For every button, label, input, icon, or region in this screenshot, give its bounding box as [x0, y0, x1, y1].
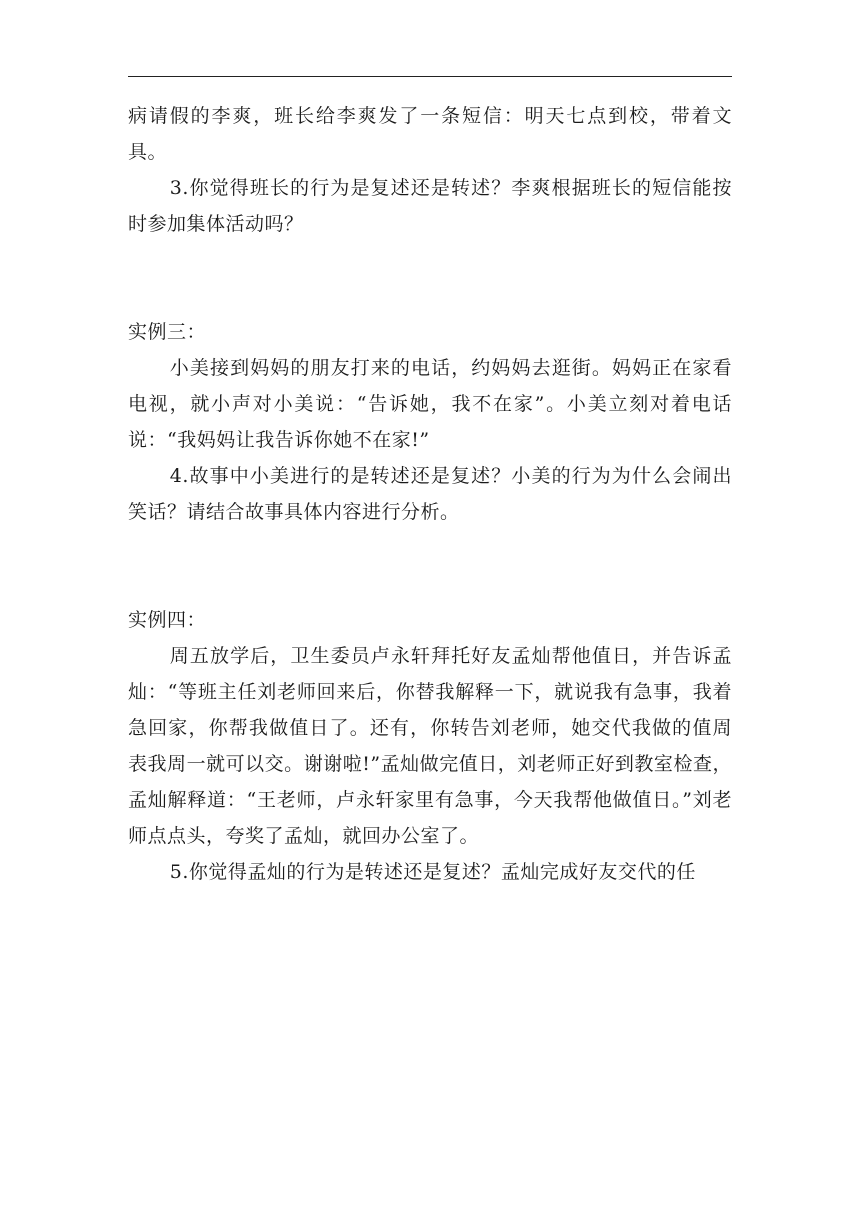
header-rule [128, 76, 732, 77]
question-4: 4.故事中小美进行的是转述还是复述？小美的行为为什么会闹出笑话？请结合故事具体内容进行分析。 [128, 465, 732, 523]
example-3-heading: 实例三： [128, 321, 207, 343]
spacer [128, 242, 732, 314]
example-4-heading: 实例四： [128, 609, 207, 631]
paragraph-continuation: 病请假的李爽，班长给李爽发了一条短信：明天七点到校，带着文具。 [128, 105, 732, 163]
document-body [128, 98, 732, 890]
example-4-story: 周五放学后，卫生委员卢永轩拜托好友孟灿帮他值日，并告诉孟灿：“等班主任刘老师回来后，你替我解释一下，就说我有急事，我着急回家，你帮我做值日了。还有，你转告刘老师，她交代我做的值周表我周一就可以交。谢谢啦!”孟灿做完值日，刘老师正好到教室检查，孟灿解释道：“王老师，卢永轩家里有急事，今天我帮他做值日。”刘老师点点头，夸奖了孟灿，就回办公室了。 [128, 645, 732, 847]
example-3-story: 小美接到妈妈的朋友打来的电话，约妈妈去逛街。妈妈正在家看电视，就小声对小美说：“告诉她，我不在家”。小美立刻对着电话说：“我妈妈让我告诉你她不在家!” [128, 357, 732, 451]
spacer [128, 530, 732, 602]
question-5: 5.你觉得孟灿的行为是转述还是复述？孟灿完成好友交代的任 [169, 861, 696, 883]
question-3: 3.你觉得班长的行为是复述还是转述？李爽根据班长的短信能按时参加集体活动吗？ [128, 177, 732, 235]
